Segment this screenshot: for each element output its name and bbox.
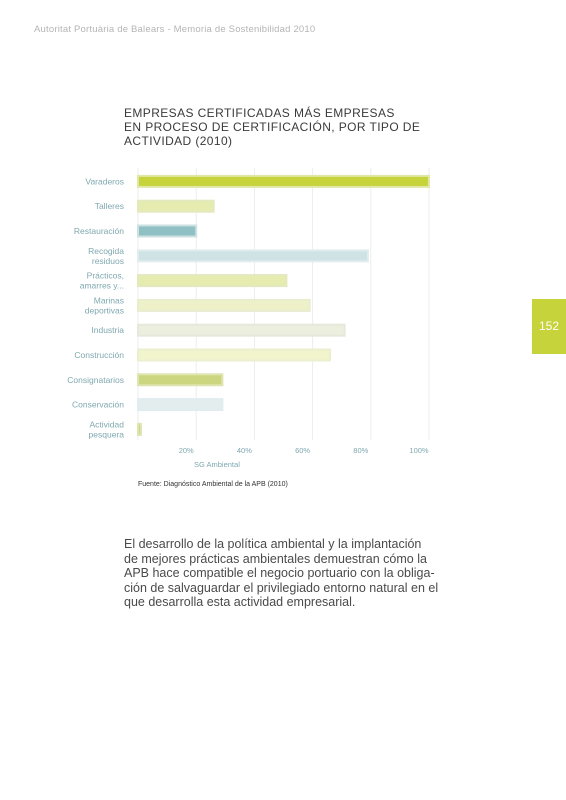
bar — [138, 374, 222, 385]
bar — [138, 226, 196, 237]
body-text-line: que desarrolla esta actividad empresarial. — [124, 595, 356, 609]
category-label: residuos — [91, 255, 124, 266]
x-axis-label: SG Ambiental — [194, 460, 240, 469]
x-tick-label: 80% — [353, 446, 369, 455]
bar — [138, 275, 286, 286]
chart-title-line: EMPRESAS CERTIFICADAS MÁS EMPRESAS — [124, 106, 395, 120]
body-text-line: de mejores prácticas ambientales demuestran cómo la — [124, 551, 427, 566]
category-label: deportivas — [84, 305, 124, 316]
body-text — [124, 537, 476, 610]
bar — [138, 201, 214, 212]
bar — [138, 399, 222, 410]
category-label: Marinas — [93, 295, 124, 306]
bar — [138, 325, 345, 336]
category-label: Varaderos — [85, 176, 124, 187]
category-label: Prácticos, — [86, 270, 124, 281]
category-label: Recogida — [88, 245, 124, 256]
chart-title-line: ACTIVIDAD (2010) — [124, 134, 233, 148]
chart-source: Fuente: Diagnóstico Ambiental de la APB (2010) — [138, 481, 288, 488]
category-label: Construcción — [74, 350, 124, 360]
category-label: Consignatarios — [67, 374, 124, 385]
category-label: Restauración — [73, 226, 124, 236]
category-label: Actividad — [89, 419, 124, 430]
x-tick-label: 20% — [178, 446, 194, 455]
category-label: amarres y... — [79, 280, 124, 291]
body-text-line: El desarrollo de la política ambiental y la implantación — [124, 537, 422, 551]
bar — [138, 250, 368, 261]
bar — [138, 424, 141, 435]
body-text-line: ción de salvaguardar el privilegiado entorno natural en el — [124, 580, 439, 595]
bar — [138, 176, 429, 187]
chart-title-line: EN PROCESO DE CERTIFICACIÓN, POR TIPO DE — [124, 120, 421, 134]
body-text-line: APB hace compatible el negocio portuario con la obliga- — [124, 566, 435, 580]
x-tick-label: 60% — [295, 446, 311, 455]
x-tick-label: 40% — [236, 446, 252, 455]
bar — [138, 300, 310, 311]
page-number: 152 — [538, 319, 560, 333]
bar — [138, 350, 330, 361]
x-tick-label: 100% — [409, 446, 429, 455]
category-label: pesquera — [88, 429, 124, 440]
category-label: Industria — [91, 325, 124, 336]
page-header: Autoritat Portuària de Balears - Memoria de Sostenibilidad 2010 — [34, 24, 316, 35]
category-label: Talleres — [94, 201, 124, 212]
category-label: Conservación — [72, 399, 124, 410]
